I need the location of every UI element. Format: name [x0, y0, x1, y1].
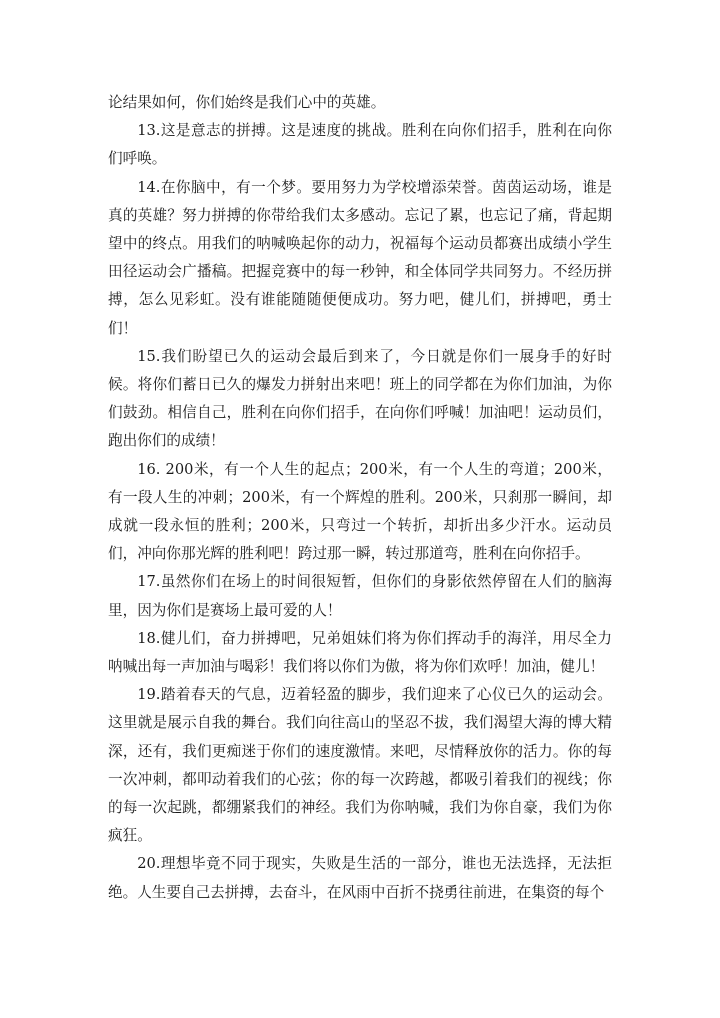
- paragraph-19: 19.踏着春天的气息，迈着轻盈的脚步，我们迎来了心仪已久的运动会。这里就是展示自我的舞台。我们向往高山的坚忍不拔，我们渴望大海的博大精深，还有，我们更痴迷于你们的速度激情。来吧，尽情释放你的活力。你的每一次冲刺，都叩动着我们的心弦；你的每一次跨越，都吸引着我们的视线；你的每一次起跳，都绷紧我们的神经。我们为你呐喊，我们为你自豪，我们为你疯狂。: [108, 686, 612, 845]
- paragraph-20: 20.理想毕竟不同于现实，失败是生活的一部分，谁也无法选择，无法拒绝。人生要自己去拼搏，去奋斗，在风雨中百折不挠勇往前进，在集资的每个: [108, 855, 612, 901]
- paragraph-13: 13.这是意志的拼搏。这是速度的挑战。胜利在向你们招手，胜利在向你们呼唤。: [108, 122, 612, 168]
- paragraph-14: 14.在你脑中，有一个梦。要用努力为学校增添荣誉。茵茵运动场，谁是真的英雄？努力拼搏的你带给我们太多感动。忘记了累，也忘记了痛，背起期望中的终点。用我们的呐喊唤起你的动力，祝福每个运动员都赛出成绩小学生田径运动会广播稿。把握竞赛中的每一秒钟，和全体同学共同努力。不经历拼搏，怎么见彩虹。没有谁能随随便便成功。努力吧，健儿们，拼搏吧，勇士们！: [108, 178, 612, 337]
- document-body: [108, 89, 612, 907]
- paragraph-18: 18.健儿们，奋力拼搏吧，兄弟姐妹们将为你们挥动手的海洋，用尽全力呐喊出每一声加油与喝彩！我们将以你们为傲，将为你们欢呼！加油，健儿！: [108, 629, 612, 676]
- paragraph-17: 17.虽然你们在场上的时间很短暂，但你们的身影依然停留在人们的脑海里，因为你们是赛场上最可爱的人！: [108, 573, 612, 619]
- paragraph-continuation: 论结果如何，你们始终是我们心中的英雄。: [108, 94, 386, 111]
- paragraph-15: 15.我们盼望已久的运动会最后到来了，今日就是你们一展身手的好时候。将你们蓄日已久的爆发力拼射出来吧！班上的同学都在为你们加油，为你们鼓劲。相信自己，胜利在向你们招手，在向你们呼喊！加油吧！运动员们，跑出你们的成绩！: [108, 347, 612, 450]
- paragraph-16: 16. 200米，有一个人生的起点；200米，有一个人生的弯道；200米，有一段人生的冲刺；200米，有一个辉煌的胜利。200米，只刹那一瞬间，却成就一段永恒的胜利；200米，只弯过一个转折，却折出多少汗水。运动员们，冲向你那光辉的胜利吧！跨过那一瞬，转过那道弯，胜利在向你招手。: [108, 460, 612, 563]
